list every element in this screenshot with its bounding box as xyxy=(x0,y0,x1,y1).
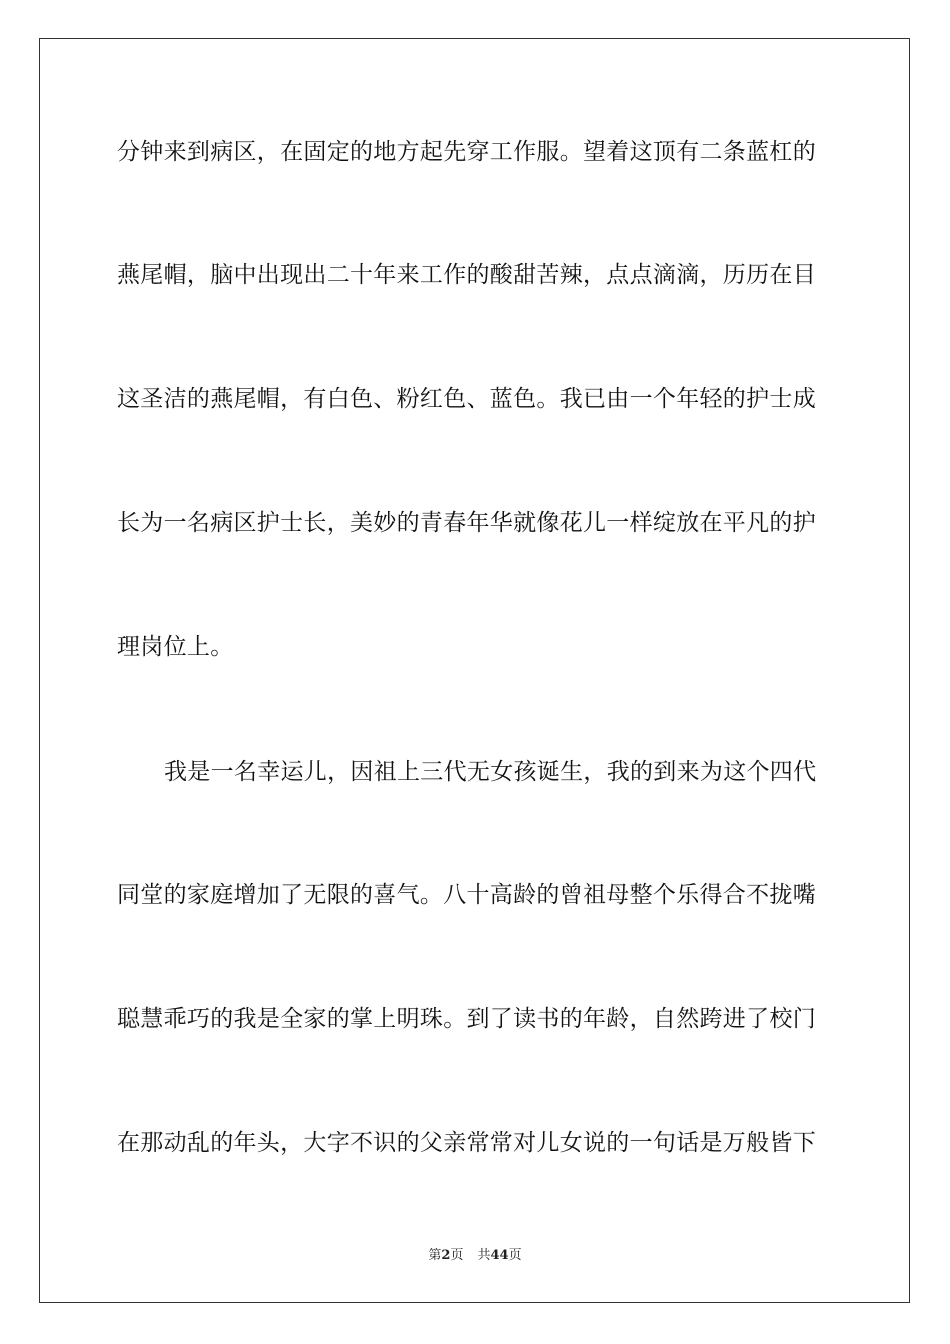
page-border xyxy=(39,38,910,1303)
paragraph-line-7: 同堂的家庭增加了无限的喜气。八十高龄的曾祖母整个乐得合不拢嘴 xyxy=(117,882,816,908)
page-number: 2 xyxy=(441,1248,451,1263)
total-suffix: 页 xyxy=(508,1248,522,1263)
paragraph-line-8: 聪慧乖巧的我是全家的掌上明珠。到了读书的年龄，自然跨进了校门 xyxy=(117,1006,816,1032)
total-prefix: 共 xyxy=(477,1248,491,1263)
paragraph-line-9: 在那动乱的年头，大字不识的父亲常常对儿女说的一句话是万般皆下 xyxy=(117,1130,816,1156)
paragraph-line-5: 理岗位上。 xyxy=(117,634,234,660)
paragraph-line-4: 长为一名病区护士长，美妙的青春年华就像花儿一样绽放在平凡的护 xyxy=(117,510,816,536)
total-pages: 44 xyxy=(490,1248,509,1263)
page-prefix: 第 xyxy=(428,1248,442,1263)
paragraph-line-2: 燕尾帽，脑中出现出二十年来工作的酸甜苦辣，点点滴滴，历历在目 xyxy=(117,262,816,288)
paragraph-line-6: 我是一名幸运儿，因祖上三代无女孩诞生，我的到来为这个四代 xyxy=(164,759,817,785)
paragraph-line-1: 分钟来到病区，在固定的地方起先穿工作服。望着这顶有二条蓝杠的 xyxy=(117,139,816,165)
page-footer xyxy=(0,1247,950,1265)
paragraph-line-3: 这圣洁的燕尾帽，有白色、粉红色、蓝色。我已由一个年轻的护士成 xyxy=(117,386,816,412)
page-suffix: 页 xyxy=(450,1248,464,1263)
